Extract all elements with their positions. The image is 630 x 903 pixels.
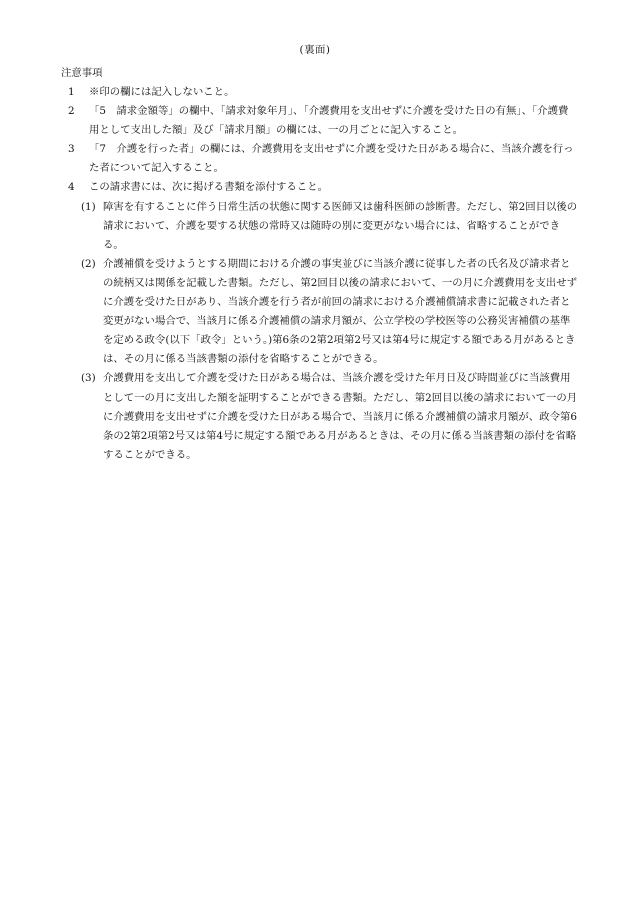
- section-title: 注意事項: [61, 67, 103, 79]
- note-text: 「5 請求金額等」の欄中、「請求対象年月」、「介護費用を支出せずに介護を受けた日の有無」、「介護費用として支出した額」及び「請求月額」の欄には、一の月ごとに記入すること。: [89, 105, 569, 137]
- note-number: 4: [68, 181, 75, 194]
- note-subitem-2: [0, 255, 630, 370]
- note-subitem-3: [0, 369, 630, 464]
- note-item-3: [0, 140, 630, 178]
- note-text: この請求書には、次に掲げる書類を添付すること。: [89, 181, 328, 194]
- note-item-1: [0, 83, 630, 102]
- note-text: 「7 介護を行った者」の欄には、介護費用を支出せずに介護を受けた日がある場合に、当該介護を行った者について記入すること。: [89, 143, 574, 175]
- note-text: ※印の欄には記入しないこと。: [89, 86, 235, 98]
- subitem-text: 障害を有することに伴う日常生活の状態に関する医師又は歯科医師の診断書。ただし、第2回目以後の請求において、介護を要する状態の常時又は随時の別に変更がない場合には、省略することができる。: [103, 200, 578, 251]
- subitem-number: (1): [81, 200, 96, 213]
- note-number: 2: [68, 105, 75, 118]
- notes-list: [0, 83, 630, 465]
- note-item-4: [0, 178, 630, 197]
- note-number: 1: [68, 86, 75, 98]
- subitem-text: 介護費用を支出して介護を受けた日がある場合は、当該介護を受けた年月日及び時間並びに当該費用として一の月に支出した額を証明することができる書類。ただし、第2回目以後の請求において一の月に介護費用を支出せずに介護を受けた日がある場合で、当該月に係る介護補償の請求月額が、政令第6条の2第2項第2号又は第4号に規定する額である月があるときは、その月に係る当該書類の添付を省略することができる。: [103, 372, 578, 461]
- note-item-2: [0, 102, 630, 140]
- note-number: 3: [68, 143, 75, 156]
- note-subitem-1: [0, 198, 630, 255]
- subitem-number: (3): [81, 372, 96, 385]
- page-heading: (裏面): [299, 44, 331, 56]
- subitem-number: (2): [81, 257, 96, 270]
- subitem-text: 介護補償を受けようとする期間における介護の事実並びに当該介護に従事した者の氏名及び請求者との続柄又は関係を記載した書類。ただし、第2回目以後の請求において、一の月に介護費用を支出せずに介護を受けた日があり、当該介護を行う者が前回の請求における介護補償請求書に記載された者と変更がない場合で、当該月に係る介護補償の請求月額が、公立学校の学校医等の公務災害補償の基準を定める政令(以下「政令」という。)第6条の2第2項第2号又は第4号に規定する額である月があるときは、その月に係る当該書類の添付を省略することができる。: [103, 257, 577, 366]
